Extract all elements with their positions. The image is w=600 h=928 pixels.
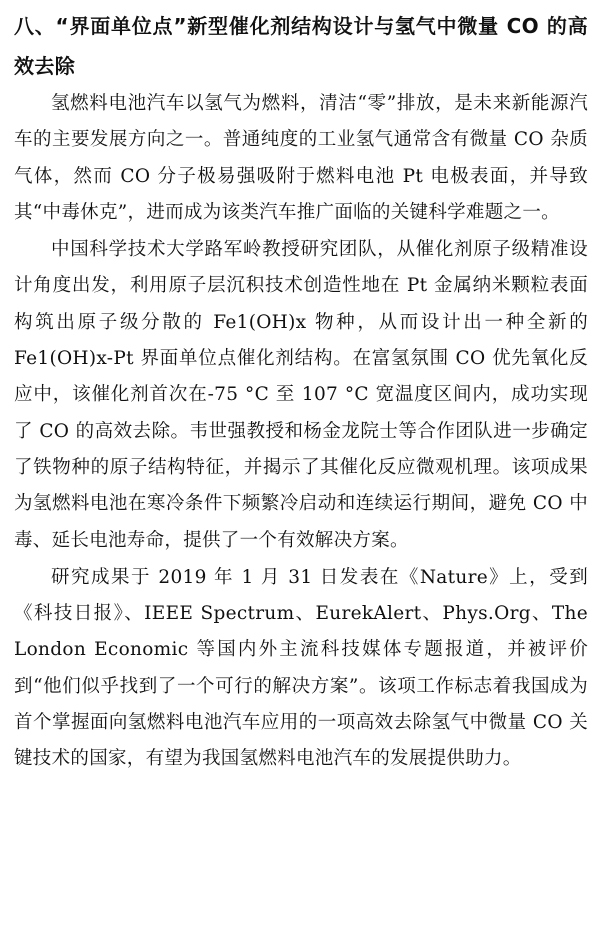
paragraph-publication: 研究成果于 2019 年 1 月 31 日发表在《Nature》上，受到《科技日报》、IEEE Spectrum、EurekAlert、Phys.Org、The London Economic 等国内外主流科技媒体专题报道，并被评价到“他们似乎找到了一个可行的解决方案”。该项工作标志着我国成为首个掌握面向氢燃料电池汽车应用的一项高效去除氢气中微量 CO 关键技术的国家，有望为我国氢燃料电池汽车的发展提供助力。 <box>14 566 588 770</box>
paragraph-research: 中国科学技术大学路军岭教授研究团队，从催化剂原子级精准设计角度出发，利用原子层沉积技术创造性地在 Pt 金属纳米颗粒表面构筑出原子级分散的 Fe1(OH)x 物种，从而设计出一种全新的 Fe1(OH)x-Pt 界面单位点催化剂结构。在富氢氛围 CO 优先氧化反应中，该催化剂首次在-75 °C 至 107 °C 宽温度区间内，成功实现了 CO 的高效去除。韦世强教授和杨金龙院士等合作团队进一步确定了铁物种的原子结构特征，并揭示了其催化反应微观机理。该项成果为氢燃料电池在寒冷条件下频繁冷启动和连续运行期间，避免 CO 中毒、延长电池寿命，提供了一个有效解决方案。 <box>14 239 588 551</box>
document-page <box>14 6 588 778</box>
paragraph-background: 氢燃料电池汽车以氢气为燃料，清洁“零”排放，是未来新能源汽车的主要发展方向之一。普通纯度的工业氢气通常含有微量 CO 杂质气体，然而 CO 分子极易强吸附于燃料电池 Pt 电极表面，并导致其“中毒休克”，进而成为该类汽车推广面临的关键科学难题之一。 <box>14 93 588 223</box>
section-heading: 八、“界面单位点”新型催化剂结构设计与氢气中微量 CO 的高效去除 <box>14 14 588 78</box>
